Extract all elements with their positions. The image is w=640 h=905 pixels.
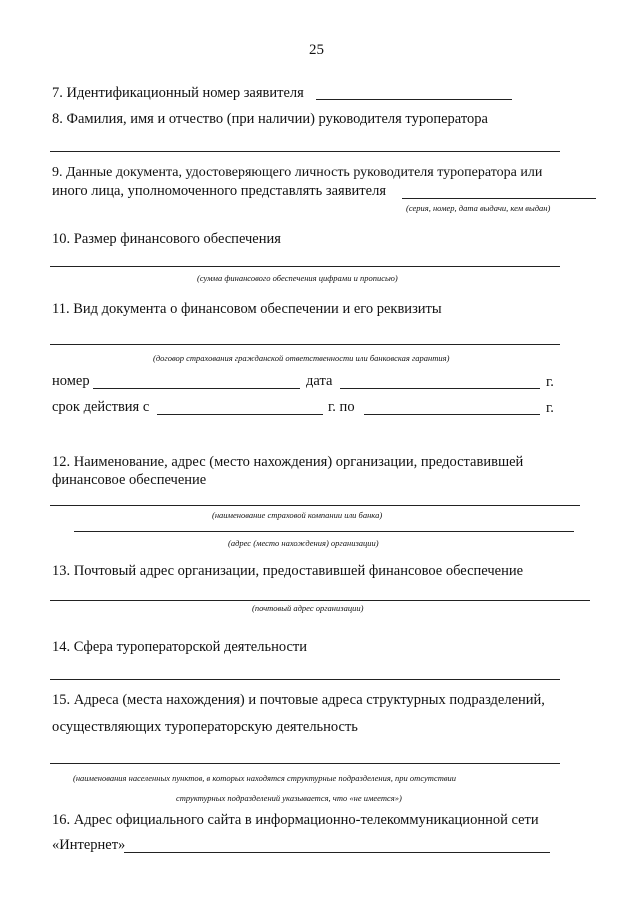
item-10-caption: (сумма финансового обеспечения цифрами и прописью) (197, 273, 398, 283)
year-suffix-2: г. (546, 400, 554, 416)
date-input-line[interactable] (340, 388, 540, 389)
item-15-label-line1: 15. Адреса (места нахождения) и почтовые адреса структурных подразделений, (52, 692, 545, 708)
item-12-address-input-line[interactable] (74, 531, 574, 532)
validity-from-input-line[interactable] (157, 414, 323, 415)
validity-label: срок действия с (52, 399, 150, 415)
item-7-input-line[interactable] (316, 99, 512, 100)
year-to-label: г. по (328, 399, 355, 415)
item-15-caption-1: (наименования населенных пунктов, в которых находятся структурные подразделения, при отсутствии (73, 773, 457, 783)
item-10-label: 10. Размер финансового обеспечения (52, 231, 281, 247)
item-12-caption-2: (адрес (место нахождения) организации) (228, 538, 379, 548)
validity-to-input-line[interactable] (364, 414, 540, 415)
item-7-label: 7. Идентификационный номер заявителя (52, 85, 304, 101)
item-13-label: 13. Почтовый адрес организации, предоставившей финансовое обеспечение (52, 563, 524, 579)
number-label: номер (52, 373, 90, 389)
item-13-caption: (почтовый адрес организации) (252, 603, 364, 613)
item-9-caption: (серия, номер, дата выдачи, кем выдан) (406, 203, 551, 213)
item-8-label: 8. Фамилия, имя и отчество (при наличии) руководителя туроператора (52, 111, 488, 127)
year-suffix-1: г. (546, 374, 554, 390)
item-9-label-line1: 9. Данные документа, удостоверяющего личность руководителя туроператора или (52, 165, 543, 180)
item-9-label-line2: иного лица, уполномоченного представлять заявителя (52, 183, 386, 199)
item-11-input-line[interactable] (50, 344, 560, 345)
number-input-line[interactable] (93, 388, 300, 389)
item-16-input-line[interactable] (124, 852, 550, 853)
page-number: 25 (309, 42, 324, 58)
item-15-label-line2: осуществляющих туроператорскую деятельность (52, 719, 358, 735)
item-14-input-line[interactable] (50, 679, 560, 680)
date-label: дата (306, 373, 333, 389)
item-11-label: 11. Вид документа о финансовом обеспечении и его реквизиты (52, 301, 442, 317)
item-15-caption-2: структурных подразделений указывается, что «не имеется») (176, 793, 402, 803)
item-16-label-line1: 16. Адрес официального сайта в информационно-телекоммуникационной сети (52, 812, 539, 828)
item-11-caption: (договор страхования гражданской ответственности или банковская гарантия) (153, 353, 450, 363)
item-12-label-line1: 12. Наименование, адрес (место нахождения) организации, предоставившей (52, 454, 524, 470)
item-10-input-line[interactable] (50, 266, 560, 267)
item-12-name-input-line[interactable] (50, 505, 580, 506)
item-12-label-line2: финансовое обеспечение (52, 472, 207, 488)
item-12-caption-1: (наименование страховой компании или банка) (212, 510, 383, 520)
item-15-input-line[interactable] (50, 763, 560, 764)
item-14-label: 14. Сфера туроператорской деятельности (52, 639, 307, 655)
item-8-input-line[interactable] (50, 151, 560, 152)
item-13-input-line[interactable] (50, 600, 590, 601)
item-16-label-line2: «Интернет» (52, 837, 126, 853)
item-9-input-line[interactable] (402, 198, 596, 199)
